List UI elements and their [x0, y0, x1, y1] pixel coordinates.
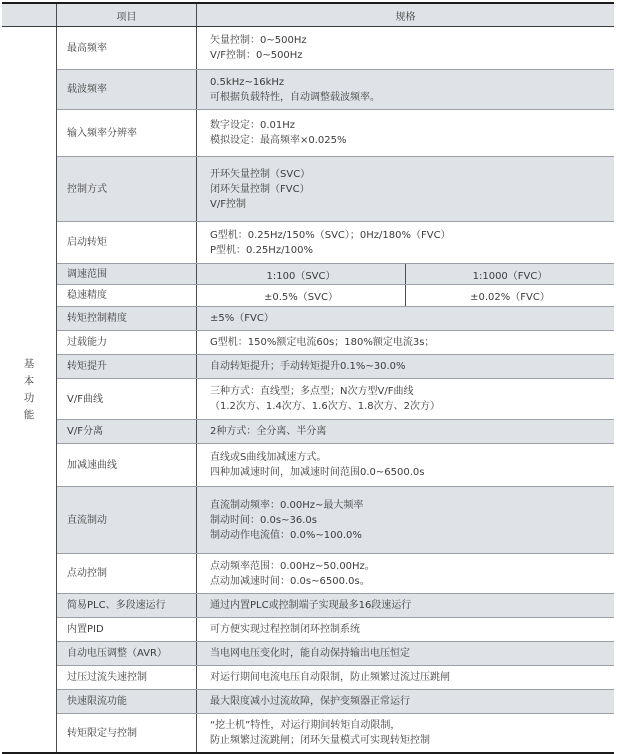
spec-line: V/F控制: [210, 198, 246, 210]
item-cell: 控制方式: [57, 157, 197, 221]
spec-line: 2种方式：全分离、半分离: [210, 426, 327, 437]
spec-line: 开环矢量控制（SVC）: [210, 168, 311, 180]
item-cell: 快速限流功能: [57, 690, 197, 713]
spec-cell: [197, 27, 614, 69]
spec-line: V/F控制：0~500Hz: [210, 50, 303, 61]
spec-line: 直流制动频率：0.00Hz~最大频率: [210, 499, 364, 511]
spec-split-right: 1:1000（FVC）: [472, 270, 548, 282]
spec-line: 闭环矢量控制（FVC）: [210, 183, 310, 195]
item-cell: 转矩限定与控制: [57, 714, 197, 752]
item-cell: 转矩提升: [57, 355, 197, 378]
spec-cell: [197, 222, 614, 263]
item-cell: 简易PLC、多段速运行: [57, 594, 197, 617]
spec-line: 制动动作电流值：0.0%~100.0%: [210, 529, 362, 541]
table-row: [57, 487, 614, 554]
table-row: [57, 690, 614, 714]
spec-line: 最大限度减小过流故障，保护变频器正常运行: [210, 696, 410, 707]
spec-cell: [197, 690, 614, 713]
spec-cell-split: [197, 285, 614, 306]
spec-cell: [197, 157, 614, 221]
spec-cell: [197, 307, 614, 330]
table-row: [57, 444, 614, 487]
spec-cell: [197, 714, 614, 752]
table-row: [57, 331, 614, 355]
table-row: [57, 157, 614, 222]
spec-line: 点动加减速时间：0.0s~6500.0s。: [210, 575, 370, 587]
spec-cell: [197, 379, 614, 419]
spec-cell: [197, 554, 614, 593]
spec-line: 制动时间：0.0s~36.0s: [210, 514, 317, 526]
spec-cell: [197, 420, 614, 443]
spec-line: 三种方式：直线型；多点型；N次方型V/F曲线: [210, 386, 414, 397]
spec-cell: [197, 70, 614, 109]
item-cell: 直流制动: [57, 487, 197, 553]
spec-line: 可方便实现过程控制闭环控制系统: [210, 624, 360, 635]
spec-cell: [197, 618, 614, 641]
item-cell: 稳速精度: [57, 285, 197, 306]
table-row: [57, 379, 614, 420]
spec-cell: [197, 355, 614, 378]
item-cell: 输入频率分辨率: [57, 110, 197, 156]
table-row: [57, 714, 614, 752]
spec-line: 点动频率范围：0.00Hz~50.00Hz。: [210, 560, 375, 572]
spec-line: 当电网电压变化时，能自动保持输出电压恒定: [210, 648, 410, 659]
spec-split-right: ±0.02%（FVC）: [470, 292, 550, 303]
header-side-cell: [2, 4, 57, 26]
header-spec-cell: 规格: [395, 11, 416, 23]
table-row: [57, 264, 614, 285]
spec-cell: [197, 594, 614, 617]
table-row: [57, 110, 614, 157]
spec-split-left: ±0.5%（SVC）: [197, 285, 406, 306]
table-rows: [57, 27, 614, 752]
spec-line: 矢量控制：0~500Hz: [210, 35, 307, 46]
item-cell: 过载能力: [57, 331, 197, 354]
spec-table: [2, 2, 614, 754]
item-cell: 内置PID: [57, 618, 197, 641]
side-category-label: 基本功能: [23, 357, 35, 421]
item-cell: 点动控制: [57, 554, 197, 593]
spec-line: ±5%（FVC）: [210, 313, 274, 324]
table-row: [57, 70, 614, 110]
spec-line: G型机：150%额定电流60s；180%额定电流3s；: [210, 337, 435, 348]
item-cell: 加减速曲线: [57, 444, 197, 486]
table-row: [57, 222, 614, 264]
spec-line: 防止频繁过流跳闸；闭环矢量模式可实现转矩控制: [210, 735, 430, 746]
spec-line: 通过内置PLC或控制端子实现最多16段速运行: [210, 600, 412, 611]
table-row: [57, 420, 614, 444]
table-header-row: [2, 4, 614, 27]
table-row: [57, 355, 614, 379]
spec-line: G型机：0.25Hz/150%（SVC）；0Hz/180%（FVC）: [210, 229, 451, 241]
spec-line: “挖土机”特性，对运行期间转矩自动限制，: [210, 720, 401, 731]
spec-cell-split: [197, 264, 614, 284]
item-cell: 调速范围: [57, 264, 197, 284]
spec-line: 数字设定：0.01Hz: [210, 120, 296, 131]
table-row: [57, 666, 614, 690]
item-cell: 转矩控制精度: [57, 307, 197, 330]
spec-line: 四种加减速时间，加减速时间范围0.0~6500.0s: [210, 467, 425, 478]
spec-cell: [197, 666, 614, 689]
spec-cell: [197, 331, 614, 354]
table-body: [2, 27, 614, 752]
side-category-cell: [2, 27, 57, 752]
item-cell: 启动转矩: [57, 222, 197, 263]
header-item-cell: 项目: [57, 4, 197, 26]
spec-line: 可根据负载特性，自动调整载波频率。: [210, 91, 380, 103]
table-row: [57, 285, 614, 307]
table-row: [57, 307, 614, 331]
table-row: [57, 554, 614, 594]
spec-line: P型机：0.25Hz/100%: [210, 244, 314, 256]
spec-line: 自动转矩提升；手动转矩提升0.1%~30.0%: [210, 361, 406, 372]
spec-line: （1.2次方、1.4次方、1.6次方、1.8次方、2次方）: [210, 401, 440, 412]
spec-cell: [197, 642, 614, 665]
item-cell: 过压过流失速控制: [57, 666, 197, 689]
item-cell: 自动电压调整（AVR）: [57, 642, 197, 665]
table-row: [57, 642, 614, 666]
spec-line: 0.5kHz~16kHz: [210, 76, 285, 88]
spec-cell: [197, 110, 614, 156]
item-cell: 载波频率: [57, 70, 197, 109]
table-row: [57, 594, 614, 618]
item-cell: 最高频率: [57, 27, 197, 69]
spec-line: 模拟设定：最高频率×0.025%: [210, 135, 347, 146]
table-row: [57, 27, 614, 70]
spec-line: 对运行期间电流电压自动限制，防止频繁过流过压跳闸: [210, 672, 450, 683]
table-row: [57, 618, 614, 642]
item-cell: V/F分离: [57, 420, 197, 443]
spec-cell: [197, 487, 614, 553]
spec-cell: [197, 444, 614, 486]
spec-split-left: 1:100（SVC）: [197, 264, 406, 284]
spec-line: 直线或S曲线加减速方式。: [210, 452, 327, 463]
item-cell: V/F曲线: [57, 379, 197, 419]
